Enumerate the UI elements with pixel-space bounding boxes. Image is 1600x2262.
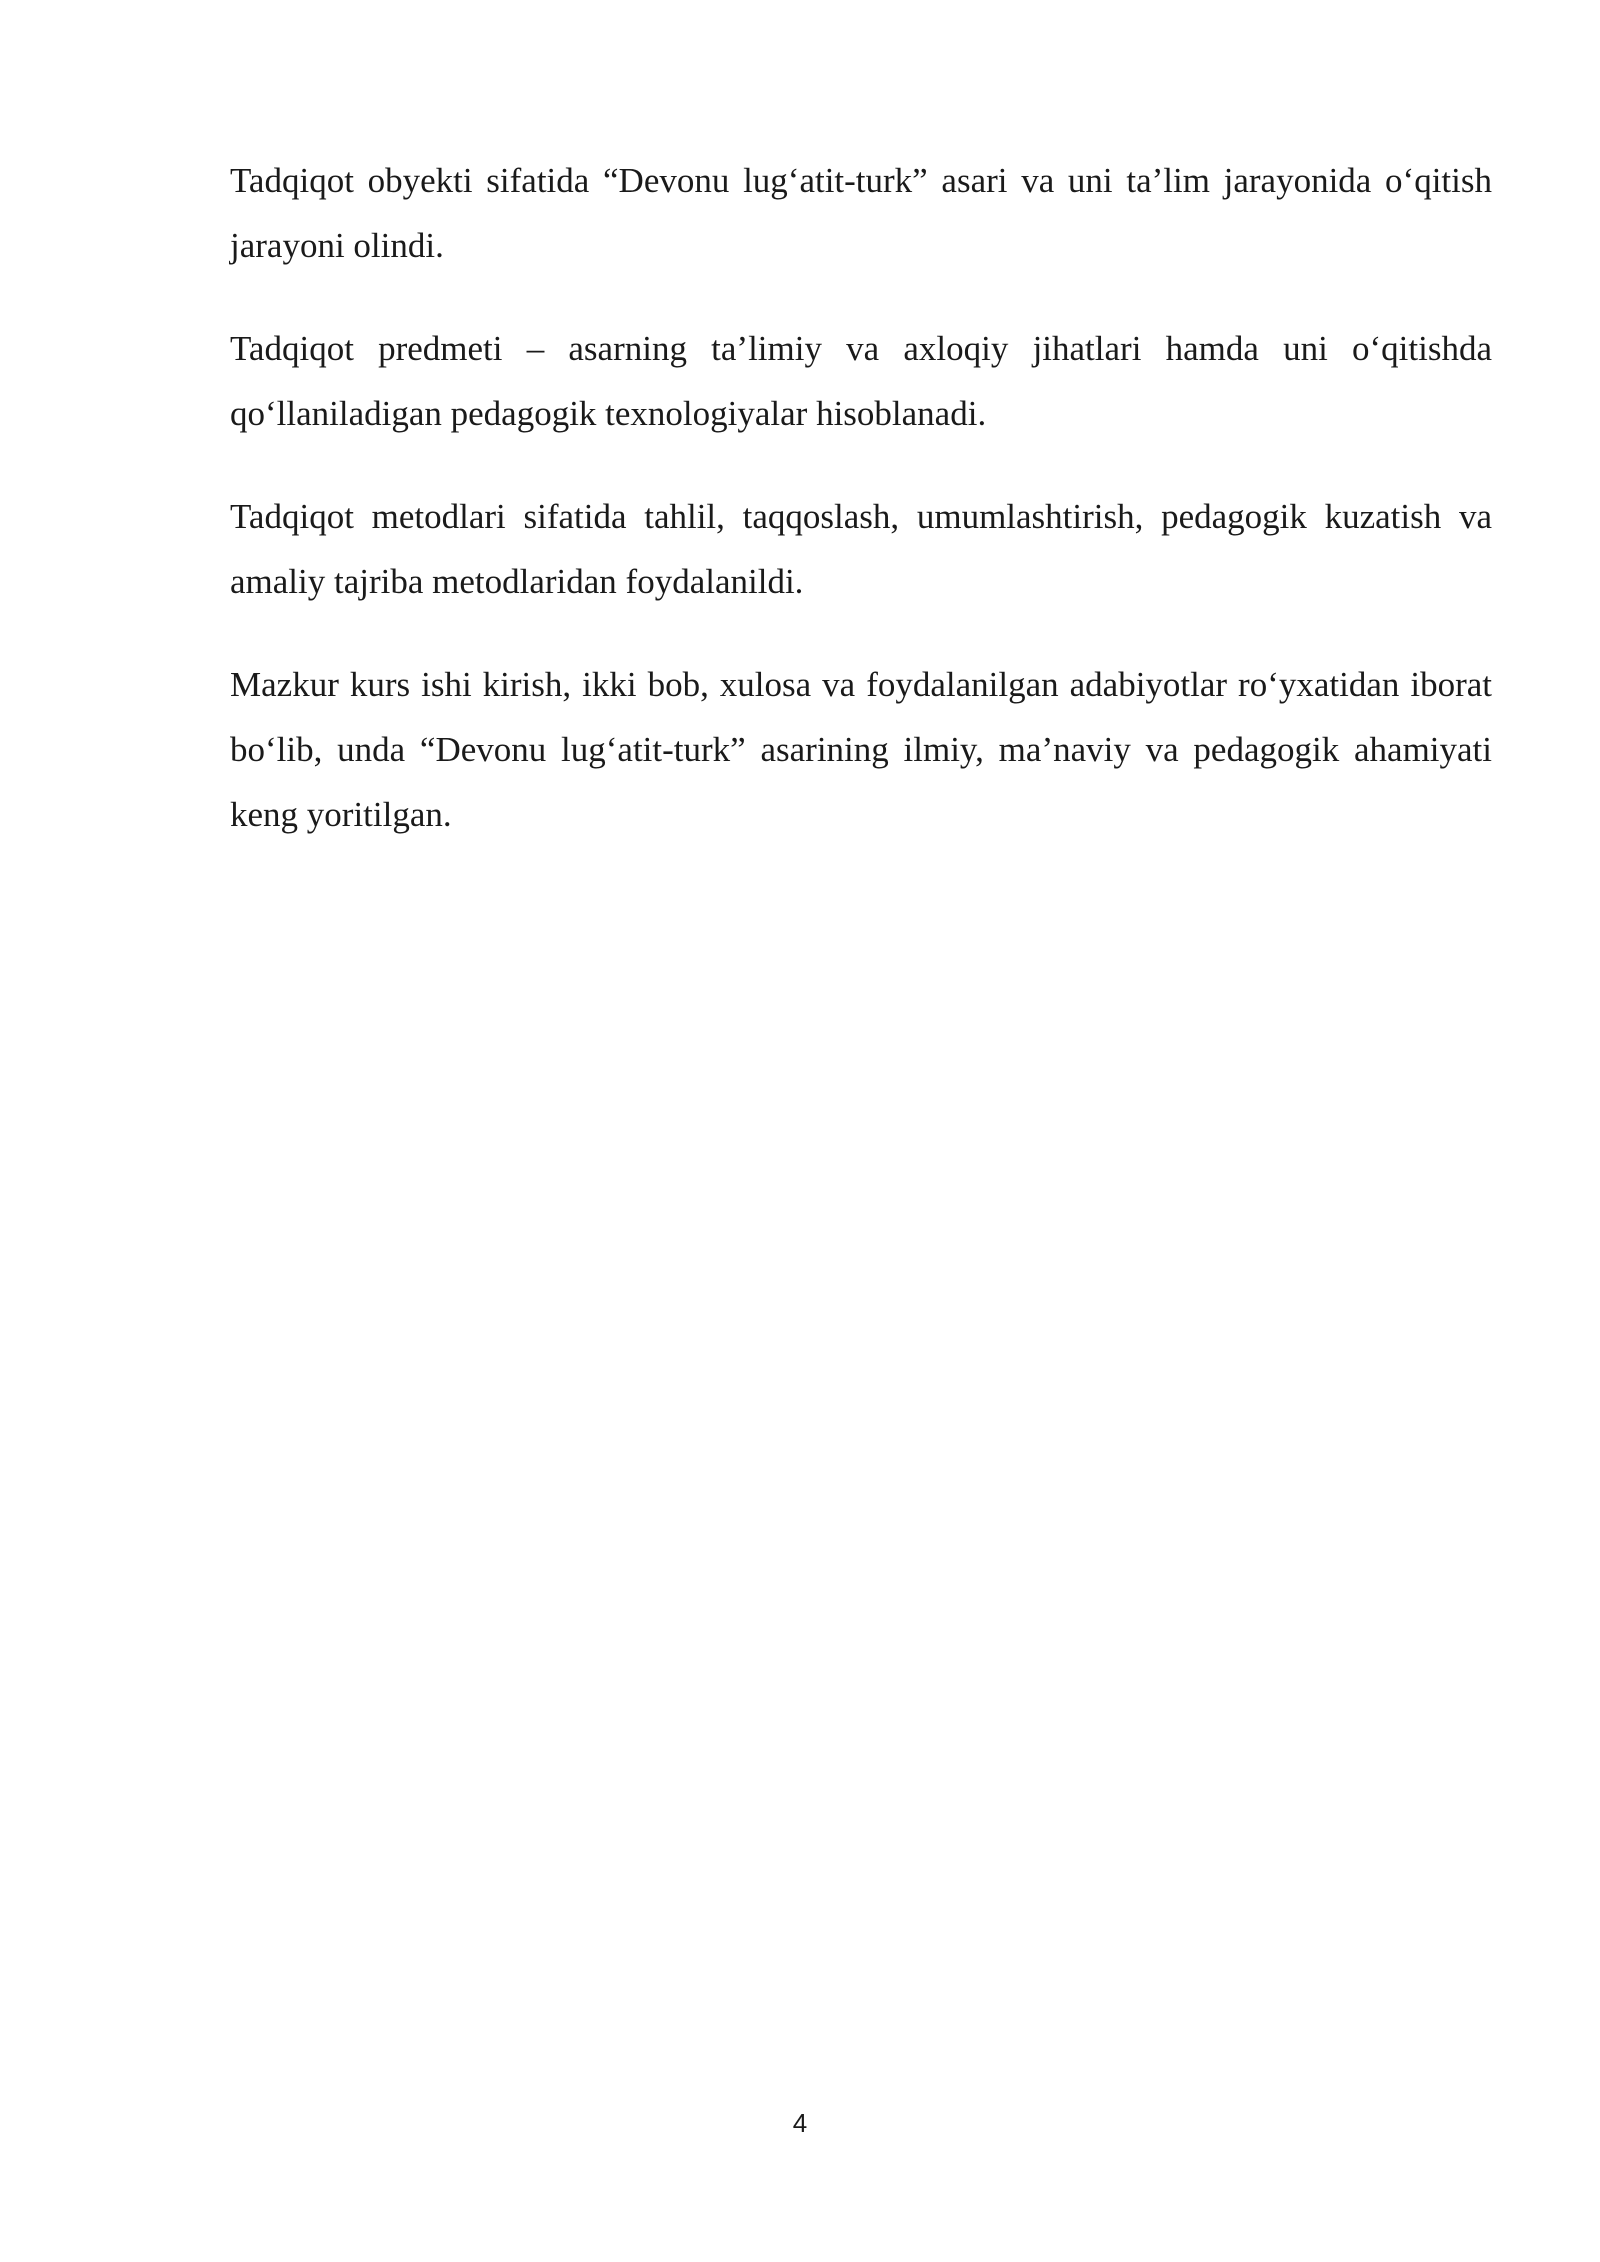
paragraph-research-object: Tadqiqot obyekti sifatida “Devonu lug‘atit-turk” asari va uni ta’lim jarayonida o‘qitish jarayoni olindi. bbox=[230, 161, 1492, 265]
paragraph-structure: Mazkur kurs ishi kirish, ikki bob, xulosa va foydalanilgan adabiyotlar ro‘yxatidan iborat bo‘lib, unda “Devonu lug‘atit-turk” asarining ilmiy, ma’naviy va pedagogik ahamiyati keng yoritilgan. bbox=[230, 665, 1492, 834]
page-number: 4 bbox=[792, 2108, 808, 2138]
paragraph-research-methods: Tadqiqot metodlari sifatida tahlil, taqqoslash, umumlashtirish, pedagogik kuzatish va amaliy tajriba metodlaridan foydalanildi. bbox=[230, 497, 1492, 601]
body-text bbox=[230, 148, 1492, 885]
paragraph-research-subject: Tadqiqot predmeti – asarning ta’limiy va axloqiy jihatlari hamda uni o‘qitishda qo‘llaniladigan pedagogik texnologiyalar hisoblanadi. bbox=[230, 329, 1492, 433]
